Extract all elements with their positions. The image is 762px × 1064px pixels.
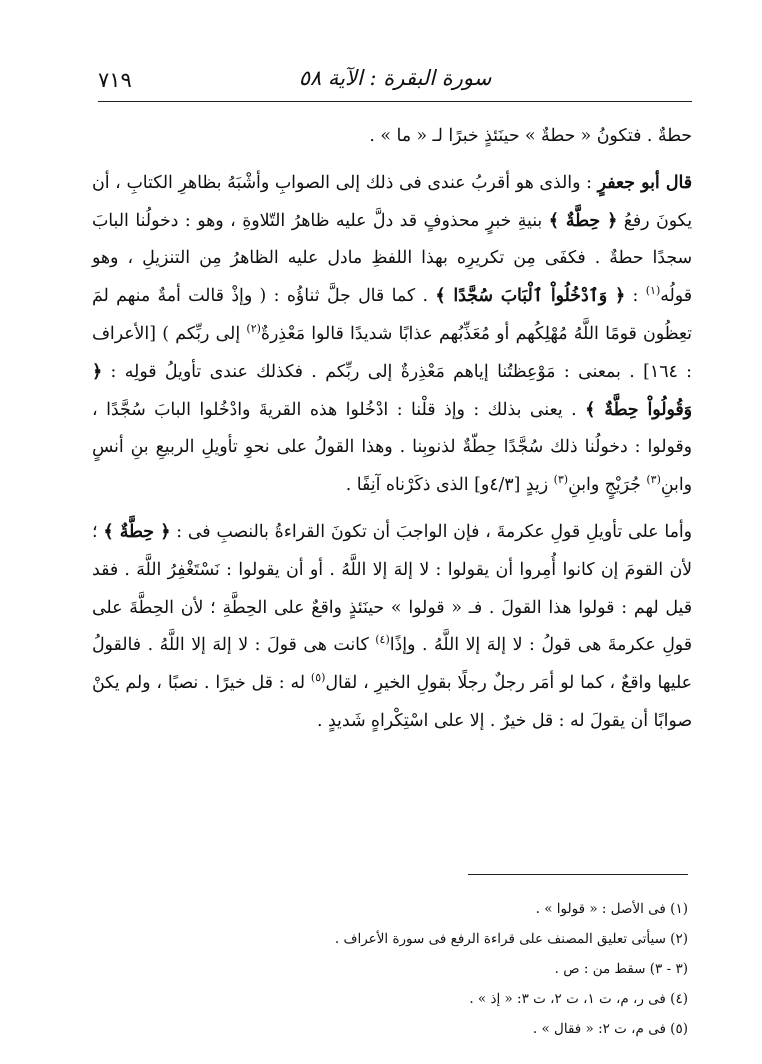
- paragraph-2: [92, 165, 692, 505]
- main-text: [92, 118, 692, 741]
- footnote-ref: (٤): [375, 633, 390, 647]
- text-run: بنيةِ خبرٍ محذوفٍ قد دلَّ عليه ظاهرُ التّلاوةِ ، وهو : دخولُنا البابَ سجدًا حطةٌ . فكفَى مِن تكريرِه بهذا اللفظِ مادل عليه الظاهرُ مِن التنزيلِ ، وهو قولُه: [92, 210, 692, 307]
- footnote-1: (١) فى الأصل : « قولوا » .: [535, 901, 688, 917]
- text-run: له : قل خيرًا . نصبًا ، ولم يكنْ صوابًا أن يقولَ له : قل خيرٌ . إلا على اسْتِكْراهٍ شَديدٍ .: [92, 673, 692, 731]
- text-run: وأما على تأويلِ قولِ عكرمةَ ، فإن الواجبَ أن تكونَ القراءةُ بالنصبِ فى :: [170, 521, 692, 542]
- footnote-5: (٥) فى م، ت ٢: « فقال » .: [532, 1021, 688, 1037]
- quran-quote: ﴿ وَٱدْخُلُواْ ٱلْبَابَ سُجَّدًا ﴾: [435, 286, 626, 307]
- text-run: . يعنى بذلك : وإذ قلْنا : ادْخُلوا هذه القريةَ وادْخُلوا البابَ سُجَّدًا ، وقولوا : دخولُنا ذلك سُجَّدًا حِطّةٌ لذنوبِنا . وهذا القولُ على نحوِ تأويلِ الربيعِ بنِ أنسٍ وابنِ: [92, 399, 692, 496]
- text-run: :: [625, 286, 646, 307]
- text-run: جُرَيْجٍ وابنِ: [568, 475, 647, 496]
- footnotes: [92, 894, 688, 1044]
- page-number: ٧١٩: [98, 68, 132, 92]
- footnote-2: (٢) سيأتى تعليق المصنف على قراءة الرفع فى سورة الأعراف .: [334, 931, 688, 947]
- text-run: ؛ لأن القومَ إن كانوا أُمِروا أن يقولوا : لا إلهَ إلا اللَّهُ . أو أن يقولوا : نَسْتَغْفِرُ اللَّهَ . فقد قيل لهم : قولوا هذا القولَ . فـ « قولوا » حينَئذٍ واقعٌ على الحِطَّةِ ؛ لأن الحِطَّةَ على قولِ عكرمةَ هى قولُ : لا إلهَ إلا اللَّهُ . وإذًا: [92, 521, 692, 656]
- quran-quote: ﴿ حِطَّةٌ ﴾: [548, 210, 618, 231]
- footnote-ref: (٢): [246, 322, 261, 336]
- footnote-ref: (٥): [310, 671, 326, 685]
- footnote-ref: (٣): [553, 473, 569, 487]
- quran-quote: ﴿ وَقُولُواْ حِطَّةٌ ﴾: [92, 361, 693, 420]
- text-run: إلى ربِّكم ) [الأعراف : ١٦٤] . بمعنى : مَوْعِظتُنا إياهم مَعْذِرةٌ إلى ربِّكم . فكذلك عندى تأويلُ قولِه :: [92, 323, 692, 382]
- text-run: كانت هى قولَ : لا إلهَ إلا اللَّهُ . فالقولُ عليها واقعٌ ، كما لو أمَر رجلٌ رجلًا بقولِ الخيرِ ، لقال: [92, 635, 692, 694]
- footnote-ref: (٣): [646, 473, 661, 487]
- speaker-label: قال أبو جعفرٍ: [597, 172, 692, 193]
- paragraph-3: [92, 514, 692, 741]
- paragraph-1: حطةٌ . فتكونُ « حطةٌ » حينَئذٍ خبرًا لـ « ما » .: [369, 126, 692, 146]
- text-run: . كما قال جلَّ ثناؤُه : ( وإذْ قالت أمةٌ منهم لمَ تعِظُون قومًا اللَّهُ مُهْلِكُهم أو مُعَذِّبُهم عذابًا شديدًا قالوا مَعْذِرةٌ: [92, 286, 692, 344]
- footnote-4: (٤) فى ر، م، ت ١، ت ٢، ت ٣: « إذ » .: [469, 991, 688, 1007]
- footnote-divider: [468, 874, 688, 875]
- running-header: [98, 62, 692, 102]
- footnote-3: (٣ - ٣) سقط من : ص .: [554, 961, 688, 977]
- quran-quote: ﴿ حِطَّةٌ ﴾: [103, 521, 171, 542]
- text-run: : والذى هو أقربُ عندى فى ذلك إلى الصوابِ وأشْبَهُ بظاهرِ الكتابِ ، أن يكونَ رفعُ: [92, 172, 693, 231]
- surah-verse-title: سورة البقرة : الآية ٥٨: [298, 66, 492, 90]
- text-run: زيدٍ [٤/٣و] الذى ذكَرْناه آنِفًا .: [345, 475, 554, 496]
- header-divider: [98, 101, 692, 102]
- footnote-ref: (١): [645, 284, 661, 298]
